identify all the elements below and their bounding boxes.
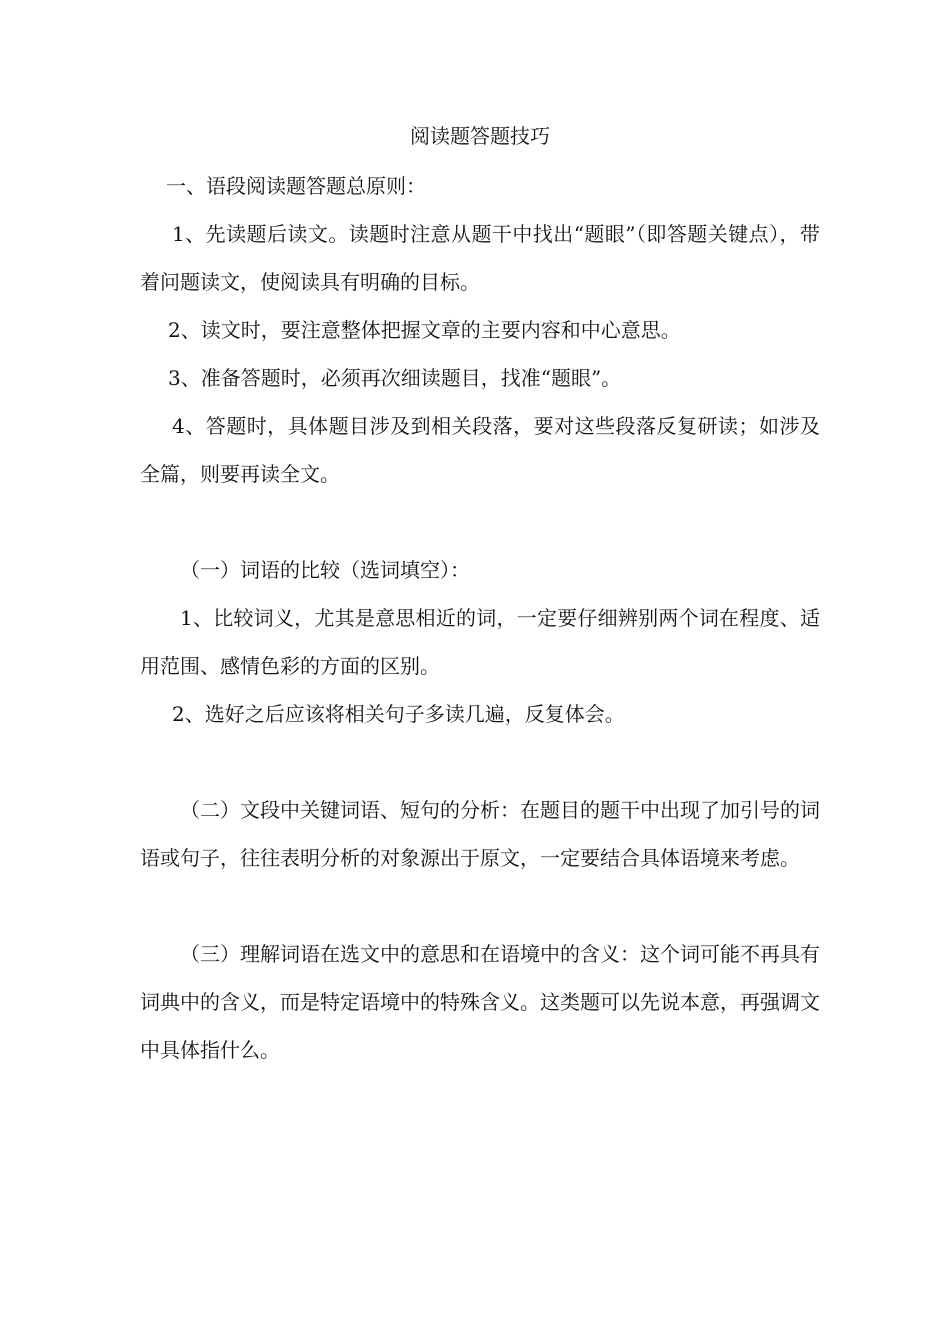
section-meaning-paragraph: （三）理解词语在选文中的意思和在语境中的含义：这个词可能不再具有词典中的含义，而是特定语境中的特殊含义。这类题可以先说本意，再强调文中具体指什么。 [140,942,820,1062]
spacer [140,498,820,546]
general-item-4: 4、答题时，具体题目涉及到相关段落，要对这些段落反复研读；如涉及全篇，则要再读全文。 [140,414,820,486]
section-general-heading: 一、语段阅读题答题总原则： [166,174,426,198]
spacer [140,738,820,786]
document-title: 阅读题答题技巧 [410,124,550,148]
general-item-2: 2、读文时，要注意整体把握文章的主要内容和中心意思。 [168,318,681,342]
general-item-1: 1、先读题后读文。读题时注意从题干中找出“题眼”（即答题关键点），带着问题读文，使阅读具有明确的目标。 [140,222,820,294]
word-compare-item-2: 2、选好之后应该将相关句子多读几遍，反复体会。 [172,702,625,726]
general-item-3: 3、准备答题时，必须再次细读题目，找准“题眼”。 [168,366,622,390]
word-compare-item-1: 1、比较词义，尤其是意思相近的词，一定要仔细辨别两个词在程度、适用范围、感情色彩的方面的区别。 [140,606,820,678]
document-page [140,120,820,1074]
section-word-compare-heading: （一）词语的比较（选词填空）： [180,558,470,582]
spacer [140,882,820,930]
section-keywords-paragraph: （二）文段中关键词语、短句的分析：在题目的题干中出现了加引号的词语或句子，往往表明分析的对象源出于原文，一定要结合具体语境来考虑。 [140,798,820,870]
